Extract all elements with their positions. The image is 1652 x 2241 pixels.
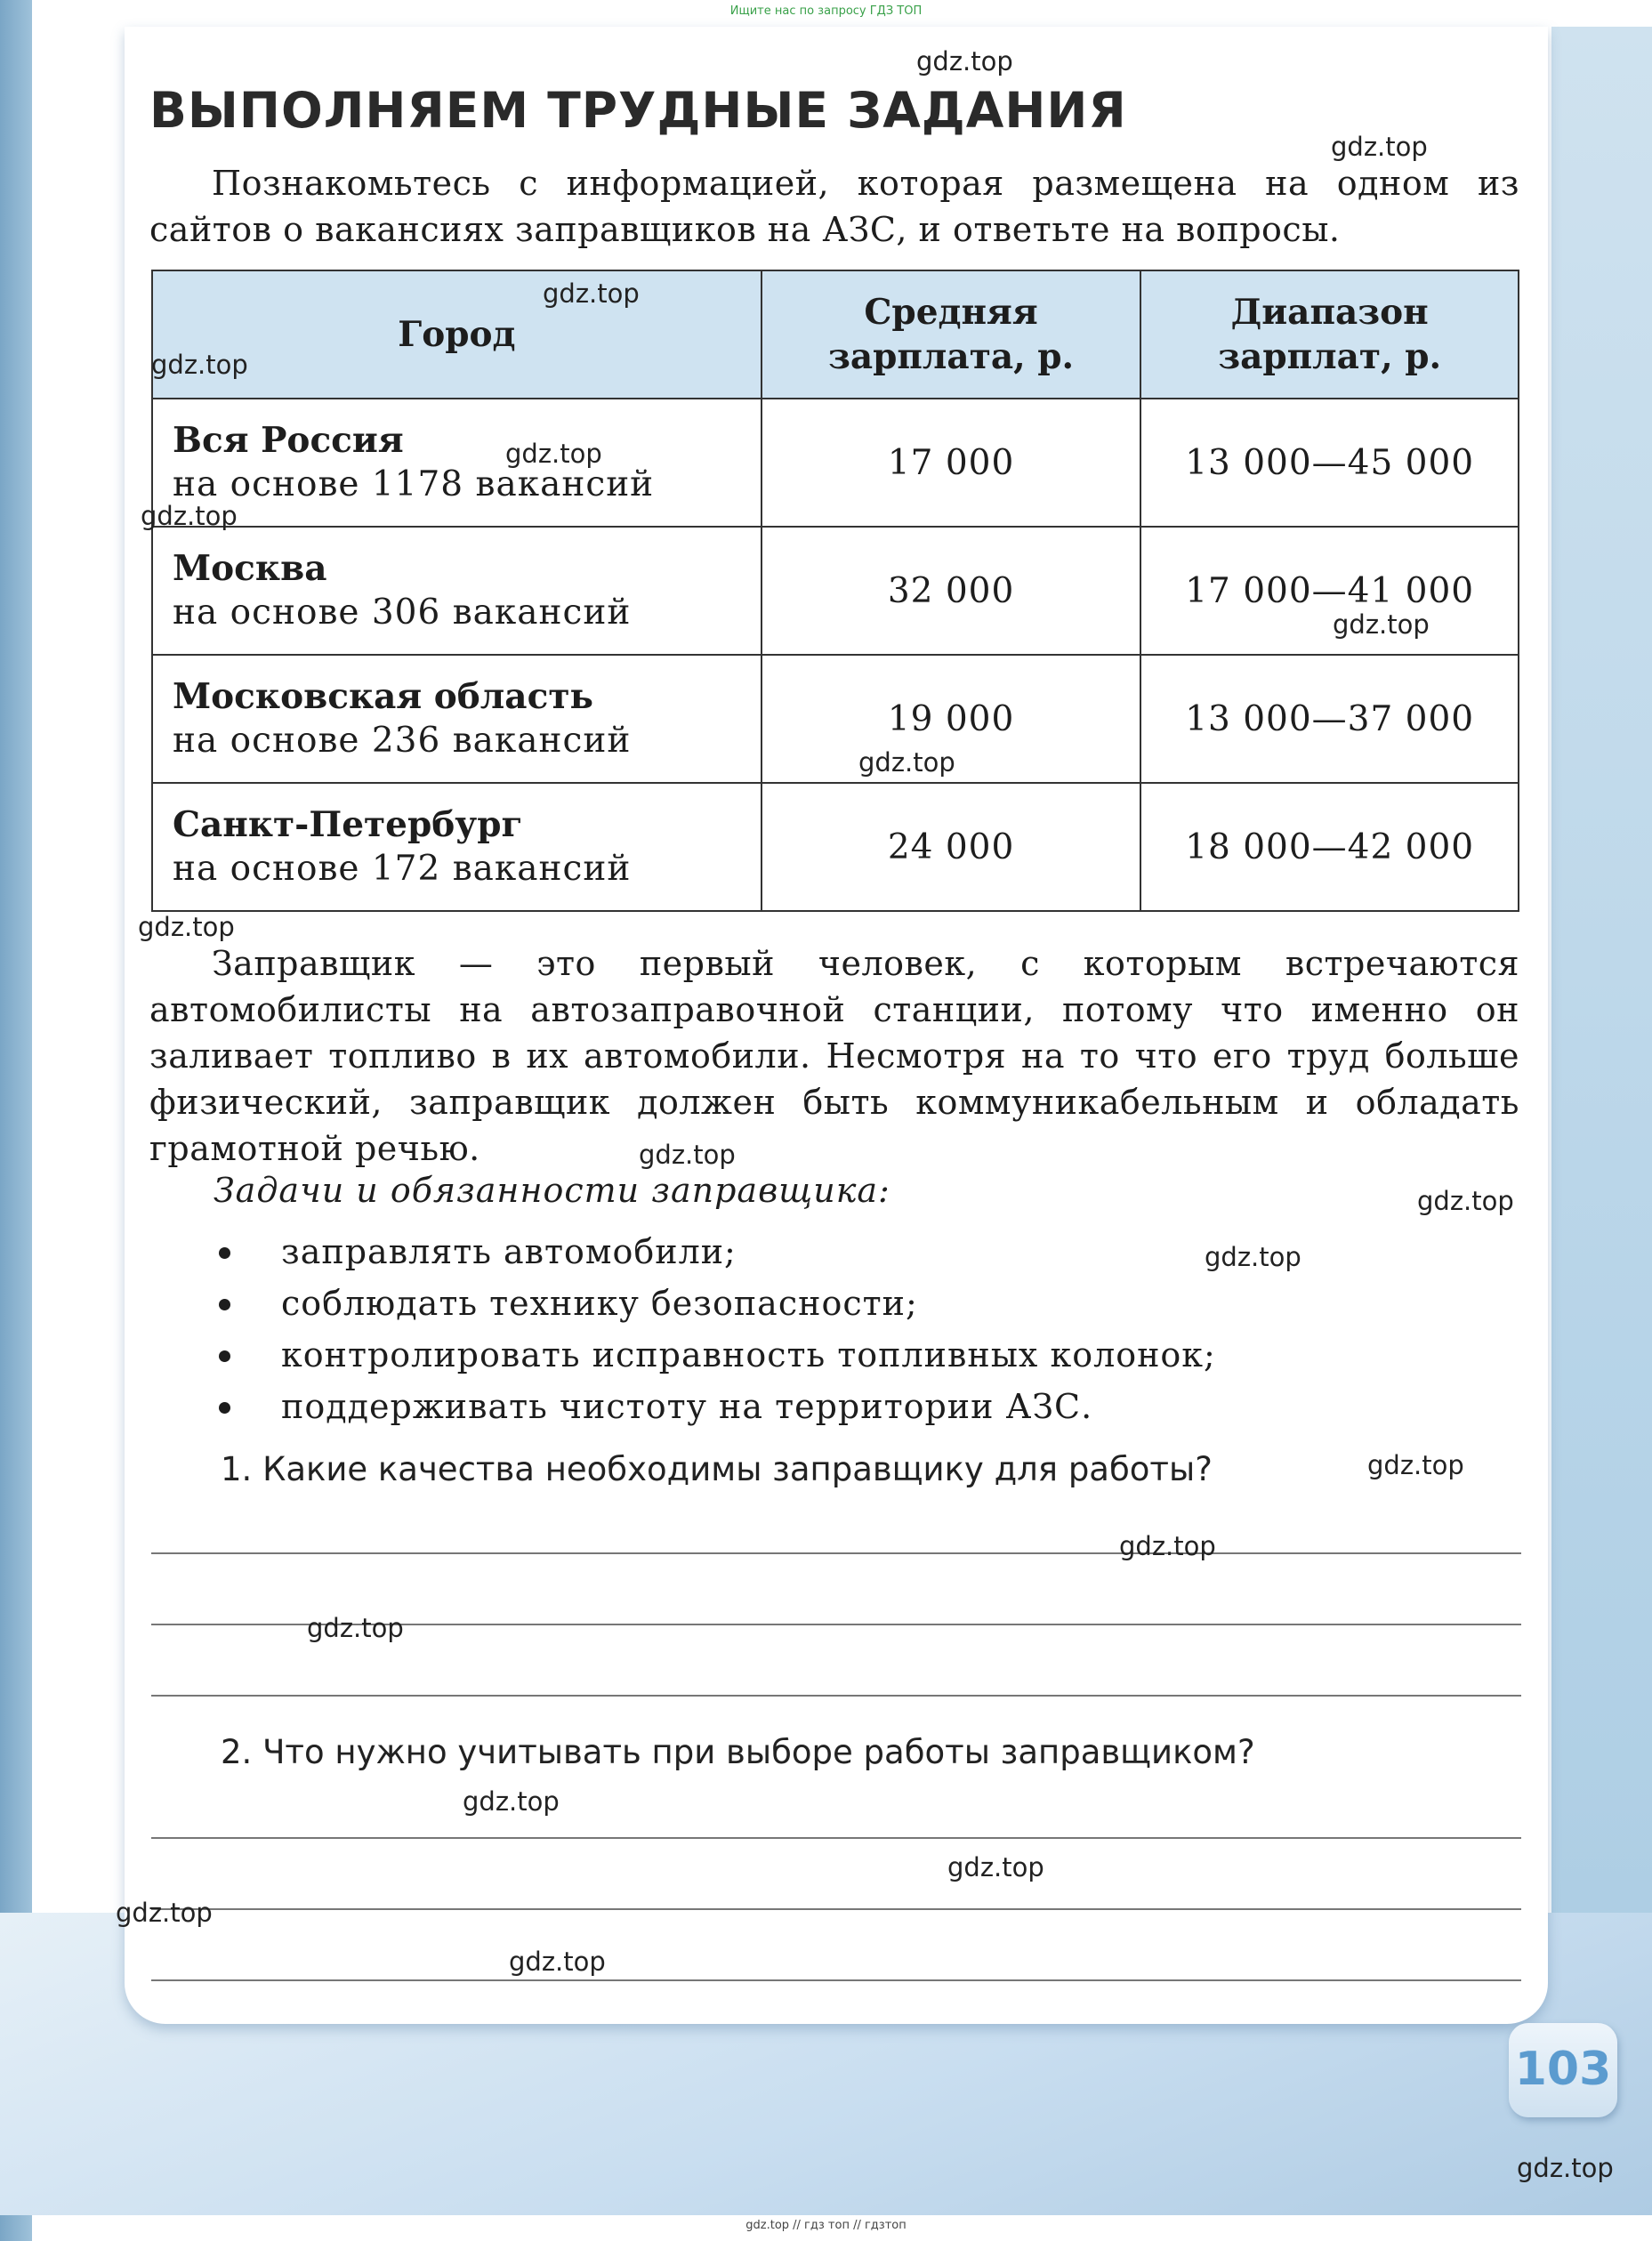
watermark: gdz.top xyxy=(1367,1450,1464,1480)
left-page-edge xyxy=(0,0,32,2241)
salary-range-cell: 18 000—42 000 xyxy=(1140,783,1519,911)
watermark: gdz.top xyxy=(639,1140,736,1170)
watermark: gdz.top xyxy=(509,1947,606,1977)
watermark: gdz.top xyxy=(307,1613,404,1643)
page-number: 103 xyxy=(1514,2043,1612,2096)
city-name: Москва xyxy=(173,548,327,589)
watermark: gdz.top xyxy=(543,278,640,309)
avg-salary-cell: 32 000 xyxy=(762,527,1141,655)
bottom-note: gdz.top // гдз топ // гдзтоп xyxy=(745,2219,907,2232)
tasks-title: Задачи и обязанности заправщика: xyxy=(214,1171,890,1210)
city-name: Московская область xyxy=(173,676,593,717)
watermark: gdz.top xyxy=(116,1898,213,1928)
watermark: gdz.top xyxy=(1517,2153,1614,2183)
description-paragraph xyxy=(149,940,1519,1172)
table-row xyxy=(152,783,1519,911)
question-2: 2. Что нужно учитывать при выборе работы заправщиком? xyxy=(221,1733,1255,1771)
watermark: gdz.top xyxy=(916,46,1013,77)
watermark: gdz.top xyxy=(151,350,248,380)
list-item: поддерживать чистоту на территории АЗС. xyxy=(214,1381,1216,1432)
list-item: соблюдать технику безопасности; xyxy=(214,1278,1216,1329)
watermark: gdz.top xyxy=(1331,132,1428,162)
city-cell xyxy=(152,655,762,783)
question-1: 1. Какие качества необходимы заправщику для работы? xyxy=(221,1450,1213,1488)
table-header-row xyxy=(152,270,1519,399)
list-item: заправлять автомобили; xyxy=(214,1226,1216,1278)
city-cell xyxy=(152,527,762,655)
salary-range-cell: 13 000—45 000 xyxy=(1140,399,1519,527)
avg-salary-cell: 19 000 xyxy=(762,655,1141,783)
right-page-edge xyxy=(1551,27,1652,2215)
answer-line-6[interactable] xyxy=(151,1979,1521,1981)
watermark: gdz.top xyxy=(1417,1186,1514,1216)
watermark: gdz.top xyxy=(1119,1531,1216,1561)
watermark: gdz.top xyxy=(463,1786,560,1817)
intro-text: Познакомьтесь с информацией, которая размещена на одном из сайтов о вакансиях заправщиков на АЗС, и ответьте на вопросы. xyxy=(149,164,1519,249)
answer-line-4[interactable] xyxy=(151,1837,1521,1839)
answer-line-5[interactable] xyxy=(151,1908,1521,1910)
vacancy-basis: на основе 1178 вакансий xyxy=(173,464,655,504)
answer-line-1[interactable] xyxy=(151,1552,1521,1554)
top-search-note: Ищите нас по запросу ГДЗ ТОП xyxy=(729,4,923,18)
vacancy-table xyxy=(151,270,1519,912)
tasks-list xyxy=(214,1226,1216,1432)
watermark: gdz.top xyxy=(858,747,955,778)
vacancy-basis: на основе 172 вакансий xyxy=(173,849,632,889)
watermark: gdz.top xyxy=(141,501,238,531)
table-row xyxy=(152,527,1519,655)
avg-salary-cell: 17 000 xyxy=(762,399,1141,527)
vacancy-basis: на основе 306 вакансий xyxy=(173,592,632,633)
list-item: контролировать исправность топливных колонок; xyxy=(214,1329,1216,1381)
salary-range-cell: 17 000—41 000 xyxy=(1140,527,1519,655)
watermark: gdz.top xyxy=(947,1852,1044,1882)
city-cell xyxy=(152,399,762,527)
header-salary-range: Диапазон зарплат, р. xyxy=(1140,270,1519,399)
description-text: Заправщик — это первый человек, с которым встречаются автомобилисты на автозаправочной станции, потому что именно он заливает топливо в их автомобили. Несмотря на то что его труд больше физический, заправщик должен быть коммуникабельным и обладать грамотной речью. xyxy=(149,944,1519,1168)
watermark: gdz.top xyxy=(1333,609,1430,640)
table-row xyxy=(152,399,1519,527)
watermark: gdz.top xyxy=(138,912,235,942)
header-avg-salary: Средняя зарплата, р. xyxy=(762,270,1141,399)
city-name: Вся Россия xyxy=(173,420,404,461)
vacancy-basis: на основе 236 вакансий xyxy=(173,721,632,761)
watermark: gdz.top xyxy=(505,439,602,469)
salary-range-cell: 13 000—37 000 xyxy=(1140,655,1519,783)
section-heading: ВЫПОЛНЯЕМ ТРУДНЫЕ ЗАДАНИЯ xyxy=(149,82,1127,139)
city-cell xyxy=(152,783,762,911)
city-name: Санкт-Петербург xyxy=(173,804,523,845)
table-row xyxy=(152,655,1519,783)
watermark: gdz.top xyxy=(1205,1242,1301,1272)
intro-paragraph xyxy=(149,160,1519,253)
answer-line-3[interactable] xyxy=(151,1695,1521,1697)
header-city: Город xyxy=(152,270,762,399)
avg-salary-cell: 24 000 xyxy=(762,783,1141,911)
